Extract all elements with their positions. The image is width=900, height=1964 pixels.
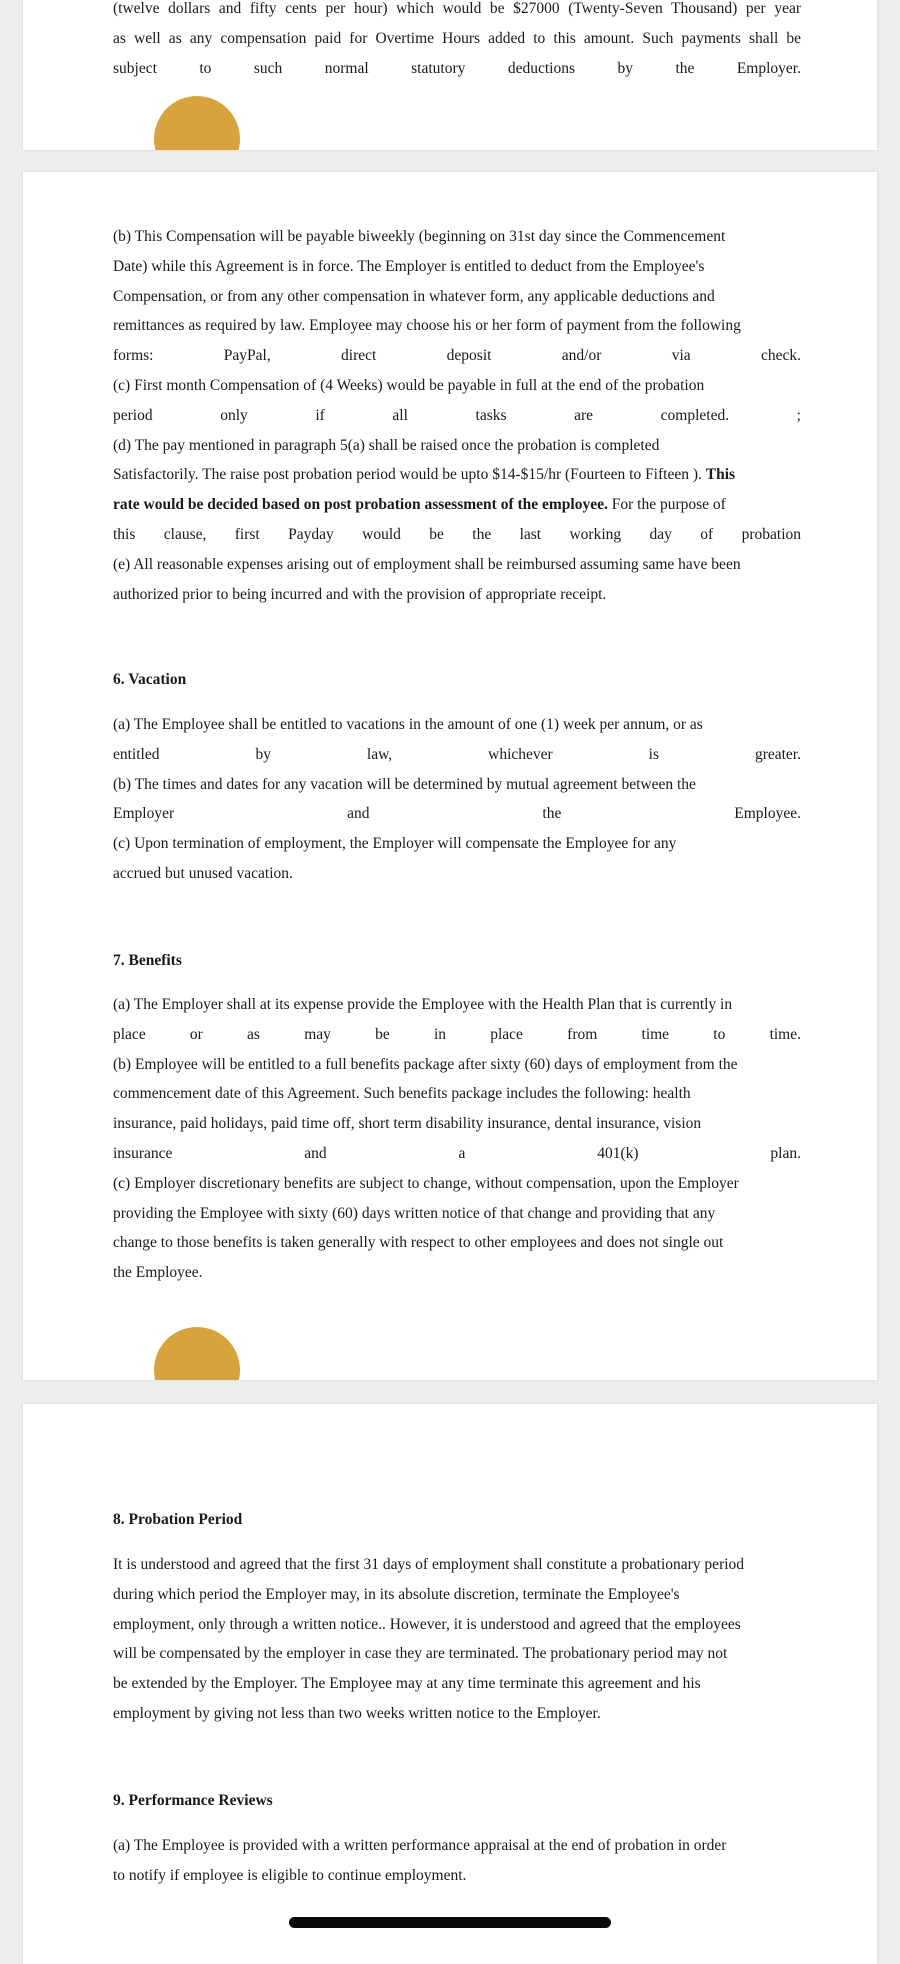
text-line: during which period the Employer may, in its absolute discretion, terminate the Employee's: [113, 1585, 680, 1603]
text-line: as well as any compensation paid for Overtime Hours added to this amount. Such payments shall be: [113, 29, 801, 47]
text-segment: For the purpose of: [611, 496, 726, 514]
text-line: be extended by the Employer. The Employee may at any time terminate this agreement and his: [113, 1675, 701, 1693]
text-line: (e) All reasonable expenses arising out of employment shall be reimbursed assuming same have been: [113, 555, 741, 573]
text-line: It is understood and agreed that the first 31 days of employment shall constitute a probationary period: [113, 1556, 745, 1573]
benefits-paragraphs: [113, 990, 801, 1288]
text-line: remittances as required by law. Employee may choose his or her form of payment from the following: [113, 317, 741, 335]
section-heading-probation-period: 8. Probation Period: [113, 1511, 243, 1528]
text-line: subject to such normal statutory deductions by the Employer.: [113, 59, 801, 77]
bold-text: rate would be decided based on post probation assessment of the employee.: [113, 496, 608, 514]
text-line: to notify if employee is eligible to continue employment.: [113, 1866, 467, 1884]
performance-reviews-paragraph: [113, 1831, 801, 1891]
section-heading-benefits: 7. Benefits: [113, 952, 182, 969]
text-line: insurance, paid holidays, paid time off, short term disability insurance, dental insurance, vision: [113, 1115, 702, 1133]
text-line: commencement date of this Agreement. Such benefits package includes the following: health: [113, 1085, 691, 1103]
text-line: this clause, first Payday would be the last working day of probation: [113, 525, 801, 543]
vacation-paragraphs: [113, 710, 801, 889]
text-line: (a) The Employer shall at its expense provide the Employee with the Health Plan that is currently in: [113, 996, 733, 1013]
text-line: accrued but unused vacation.: [113, 864, 293, 882]
text-line: authorized prior to being incurred and with the provision of appropriate receipt.: [113, 585, 607, 603]
section-heading-performance-reviews: 9. Performance Reviews: [113, 1792, 273, 1809]
text-line: period only if all tasks are completed. ;: [113, 406, 801, 424]
text-line: (twelve dollars and fifty cents per hour) which would be $27000 (Twenty-Seven Thousand) per year: [113, 0, 801, 17]
text-line: (d) The pay mentioned in paragraph 5(a) shall be raised once the probation is completed: [113, 436, 660, 454]
text-line: [113, 460, 801, 490]
compensation-paragraph-a-continued: [113, 0, 801, 83]
text-line: (b) This Compensation will be payable biweekly (beginning on 31st day since the Commencement: [113, 228, 726, 245]
seal-stamp-icon: [154, 96, 240, 150]
document-page-3: [23, 1404, 877, 1964]
text-line: (c) Upon termination of employment, the Employer will compensate the Employee for any: [113, 835, 677, 853]
text-line: employment by giving not less than two weeks written notice to the Employer.: [113, 1704, 601, 1722]
text-line: (c) First month Compensation of (4 Weeks) would be payable in full at the end of the probation: [113, 376, 705, 394]
text-line: the Employee.: [113, 1264, 203, 1282]
document-page-1: [23, 0, 877, 150]
text-line: Compensation, or from any other compensation in whatever form, any applicable deductions and: [113, 287, 715, 305]
text-line: (b) The times and dates for any vacation will be determined by mutual agreement between the: [113, 775, 696, 793]
text-line: (c) Employer discretionary benefits are subject to change, without compensation, upon the Employer: [113, 1174, 739, 1192]
text-line: entitled by law, whichever is greater.: [113, 745, 801, 763]
document-page-2: [23, 172, 877, 1380]
text-line: [113, 490, 801, 520]
text-line: employment, only through a written notice.. However, it is understood and agreed that the employees: [113, 1615, 741, 1633]
text-line: (a) The Employee is provided with a written performance appraisal at the end of probation in order: [113, 1837, 727, 1854]
text-line: insurance and a 401(k) plan.: [113, 1144, 801, 1162]
text-line: Date) while this Agreement is in force. The Employer is entitled to deduct from the Employee's: [113, 257, 705, 275]
text-line: change to those benefits is taken generally with respect to other employees and does not single out: [113, 1234, 724, 1252]
text-line: (a) The Employee shall be entitled to vacations in the amount of one (1) week per annum, or as: [113, 716, 703, 733]
compensation-paragraphs: [113, 222, 801, 609]
text-segment: Satisfactorily. The raise post probation period would be upto $14-$15/hr (Fourteen to Fifteen ).: [113, 466, 702, 484]
text-line: (b) Employee will be entitled to a full benefits package after sixty (60) days of employment from the: [113, 1055, 738, 1073]
bold-text: This: [705, 466, 736, 484]
seal-stamp-icon: [154, 1327, 240, 1380]
section-heading-vacation: 6. Vacation: [113, 671, 187, 688]
text-line: forms: PayPal, direct deposit and/or via check.: [113, 347, 801, 365]
text-line: providing the Employee with sixty (60) days written notice of that change and providing that any: [113, 1204, 716, 1222]
text-line: will be compensated by the employer in case they are terminated. The probationary period may not: [113, 1645, 728, 1663]
text-line: place or as may be in place from time to time.: [113, 1025, 801, 1043]
home-indicator-bar[interactable]: [289, 1917, 611, 1928]
probation-paragraph: [113, 1550, 801, 1729]
text-line: Employer and the Employee.: [113, 805, 801, 823]
